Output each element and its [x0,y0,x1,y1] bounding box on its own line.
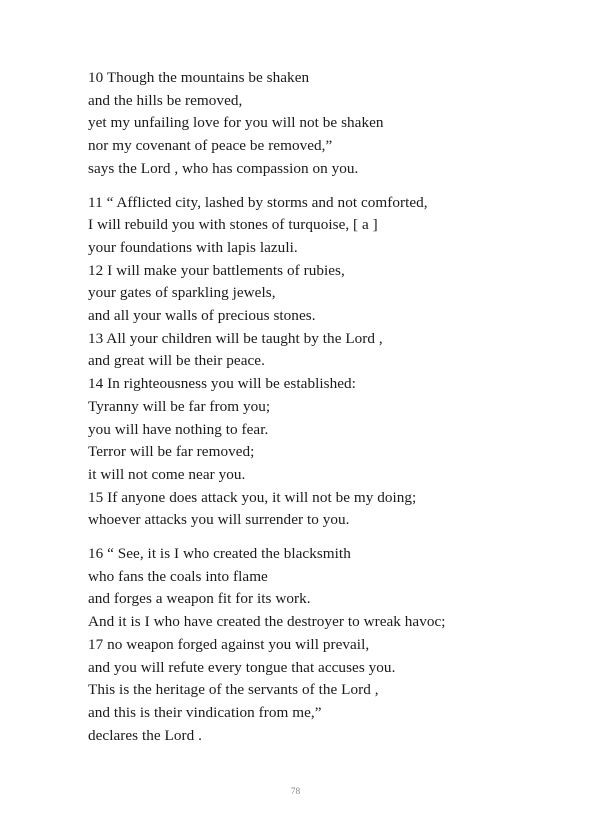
verse-line: who fans the coals into flame [88,567,268,585]
verse-line: Tyranny will be far from you; [88,397,271,415]
verse-line: 14 In righteousness you will be established: [88,375,356,393]
verse-line: 13 All your children will be taught by the Lord , [88,329,383,347]
verse-line: and this is their vindication from me,” [88,703,322,721]
stanza-3 [88,543,568,747]
verse-line: 15 If anyone does attack you, it will not be my doing; [88,488,417,506]
verse-line: and great will be their peace. [88,352,265,370]
verse-line: And it is I who have created the destroyer to wreak havoc; [88,613,446,631]
verse-line: your foundations with lapis lazuli. [88,238,298,256]
verse-line: and all your walls of precious stones. [88,307,316,325]
verse-line: your gates of sparkling jewels, [88,284,276,302]
verse-line: Terror will be far removed; [88,443,255,461]
verse-line: 16 “ See, it is I who created the blacksmith [88,545,351,563]
verse-line: 12 I will make your battlements of rubies, [88,261,345,279]
verse-line: declares the Lord . [88,726,202,744]
verse-line: yet my unfailing love for you will not be shaken [88,114,384,132]
stanza-1 [88,67,568,181]
verse-line: and you will refute every tongue that accuses you. [88,658,396,676]
verse-line: 11 “ Afflicted city, lashed by storms and not comforted, [88,193,428,211]
scripture-text [88,67,568,747]
verse-line: you will have nothing to fear. [88,420,269,438]
verse-line: This is the heritage of the servants of the Lord , [88,681,379,699]
stanza-2 [88,192,568,533]
verse-line: says the Lord , who has compassion on you. [88,159,359,177]
verse-line: and the hills be removed, [88,91,243,109]
page-number: 78 [290,787,301,797]
verse-line: 10 Though the mountains be shaken [88,69,310,86]
verse-line: whoever attacks you will surrender to you. [88,511,350,529]
verse-line: it will not come near you. [88,465,246,483]
verse-line: and forges a weapon fit for its work. [88,590,311,608]
verse-line: 17 no weapon forged against you will prevail, [88,635,370,653]
verse-line: I will rebuild you with stones of turquoise, [ a ] [88,216,378,234]
verse-line: nor my covenant of peace be removed,” [88,137,333,155]
